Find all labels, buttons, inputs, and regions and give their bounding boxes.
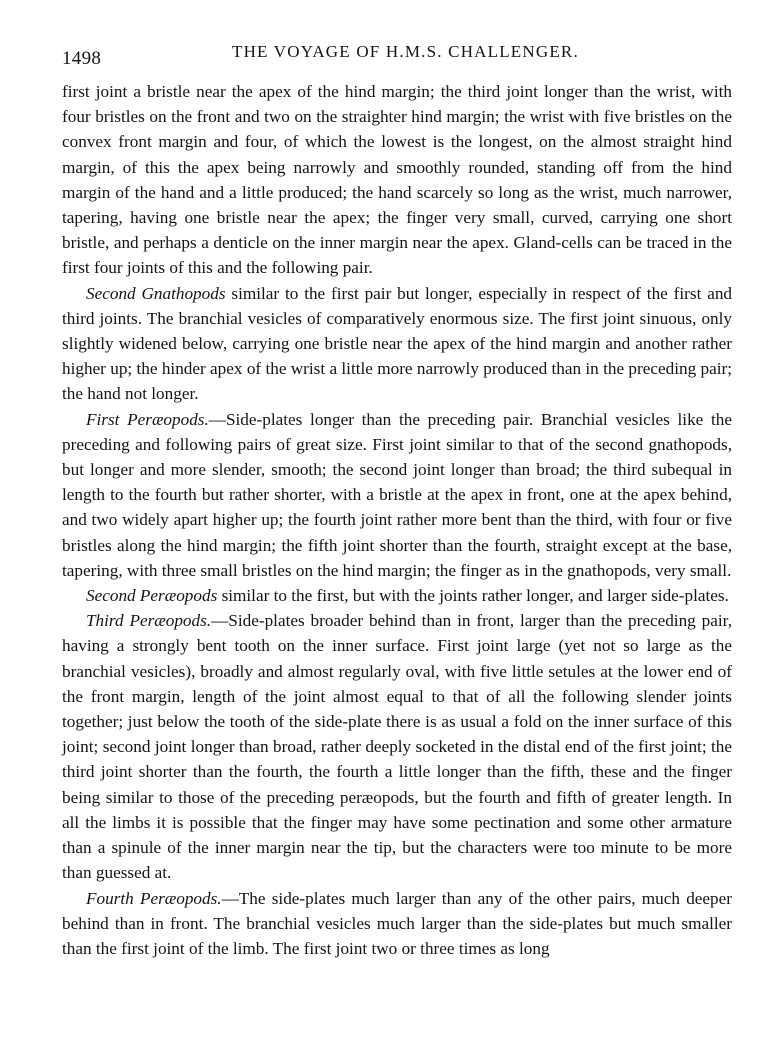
paragraph-first-peraeopods bbox=[62, 407, 732, 583]
paragraph-lead-heading: Second Peræopods bbox=[86, 586, 218, 606]
paragraph-text: —Side-plates longer than the preceding pair. Branchial vesicles like the preceding and following pairs of great size. First joint similar to that of the second gnathopods, but longer and more slender, smooth; the second joint longer than broad; the third subequal in length to the fourth but rather shorter, with a bristle at the apex in front, one at the apex behind, and two widely apart higher up; the fourth joint rather more bent than the third, with four or five bristles along the hind margin; the fifth joint shorter than the fourth, straight except at the base, tapering, with three small bristles on the hind margin; the finger as in the gnathopods, very small. bbox=[62, 409, 732, 580]
paragraph-text: similar to the first, but with the joints rather longer, and larger side-plates. bbox=[217, 586, 729, 606]
paragraph-second-gnathopods bbox=[62, 281, 732, 407]
paragraph-fourth-peraeopods bbox=[62, 886, 732, 962]
paragraph-text: —Side-plates broader behind than in front, larger than the preceding pair, having a strongly bent tooth on the inner surface. First joint large (yet not so large as the branchial vesicles), broadly and almost regularly oval, with five little setules at the lower end of the front margin, length of the joint almost equal to that of all the following slender joints together; just below the tooth of the side-plate there is as usual a fold on the inner surface of this joint; second joint longer than broad, rather deeply socketed in the distal end of the first joint; the third joint shorter than the fourth, the fourth a little longer than the fifth, these and the finger being similar to those of the preceding peræopods, but the fourth and fifth of greater length. In all the limbs it is possible that the finger may have some pectination and some other armature than a spinule of the inner margin near the tip, but the characters were too minute to be more than guessed at. bbox=[62, 611, 732, 883]
paragraph-text: —The side-plates much larger than any of the other pairs, much deeper behind than in front. The branchial vesicles much larger than the side-plates but much smaller than the first joint of the limb. The first joint two or three times as long bbox=[62, 888, 732, 958]
paragraph-lead-heading: Third Peræopods. bbox=[86, 611, 212, 631]
running-title: THE VOYAGE OF H.M.S. CHALLENGER. bbox=[232, 42, 579, 61]
paragraph-text: similar to the first pair but longer, especially in respect of the first and third joints. The branchial vesicles of comparatively enormous size. The first joint sinuous, only slightly widened below, carrying one bristle near the apex of the hind margin and another rather higher up; the hinder apex of the wrist a little more narrowly produced than in the preceding pair; the hand not longer. bbox=[62, 283, 733, 404]
paragraph-lead-heading: Second Gnathopods bbox=[86, 283, 226, 303]
paragraph-lead-heading: Fourth Peræopods. bbox=[86, 888, 222, 908]
page-number: 1498 bbox=[62, 48, 102, 69]
paragraph-first-gnathopod-continuation bbox=[62, 79, 732, 281]
paragraph-third-peraeopods bbox=[62, 608, 732, 885]
running-head bbox=[62, 38, 732, 68]
paragraph-second-peraeopods bbox=[62, 583, 732, 608]
paragraph-lead-heading: First Peræopods. bbox=[86, 409, 209, 429]
paragraph-text: first joint a bristle near the apex of the hind margin; the third joint longer than the wrist, with four bristles on the front and two on the straighter hind margin; the wrist with five bristles on the convex front margin and four, of which the lowest is the longest, on the almost straight hind margin, of this the apex being narrowly and smoothly rounded, standing off from the hind margin of the hand and a little produced; the hand scarcely so long as the wrist, much narrower, tapering, having one bristle near the apex; the finger very small, curved, carrying one short bristle, and perhaps a denticle on the inner margin near the apex. Gland-cells can be traced in the first four joints of this and the following pair. bbox=[62, 82, 732, 278]
body-text bbox=[62, 79, 732, 961]
